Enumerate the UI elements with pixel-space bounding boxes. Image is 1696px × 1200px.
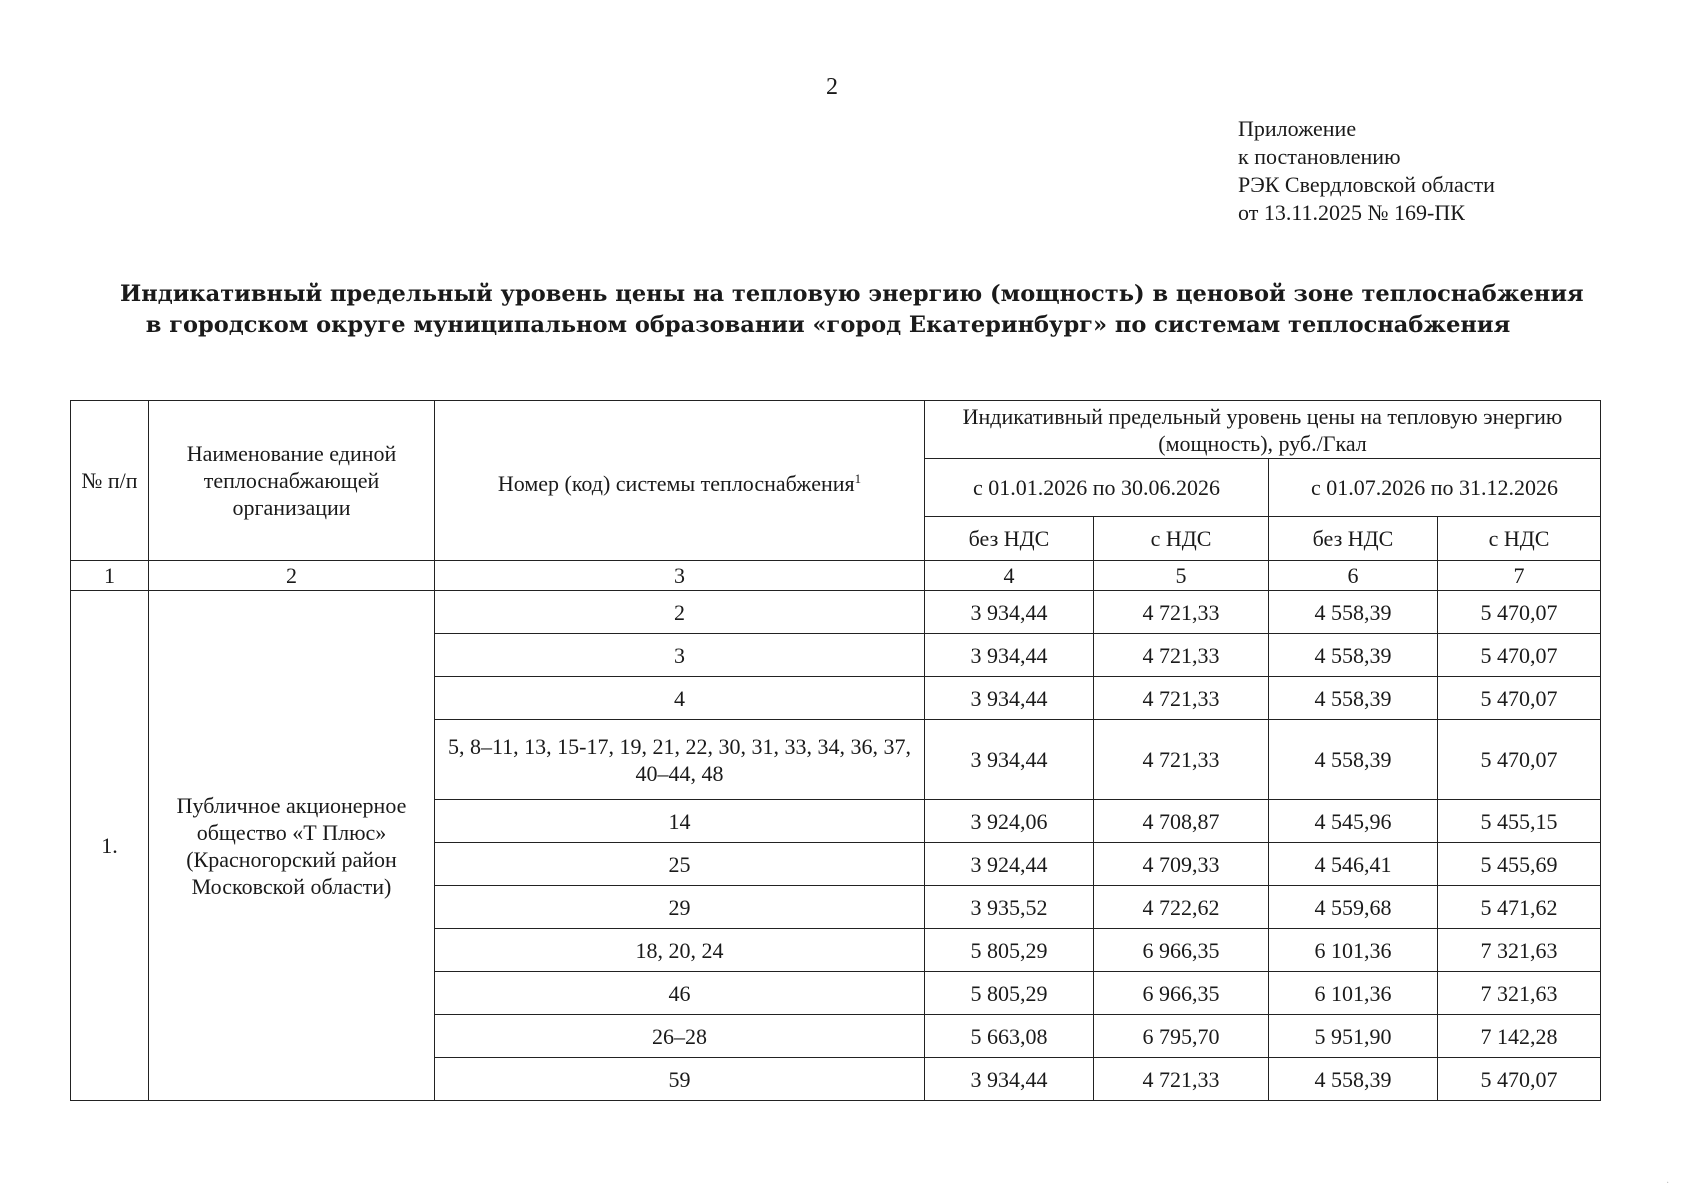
system-code: 3 — [435, 634, 925, 677]
price-cell: 3 934,44 — [925, 591, 1094, 634]
price-cell: 5 470,07 — [1438, 677, 1601, 720]
price-cell: 6 101,36 — [1269, 972, 1438, 1015]
price-cell: 5 663,08 — [925, 1015, 1094, 1058]
footnote-marker: 1 — [854, 470, 862, 486]
column-index: 7 — [1438, 561, 1601, 591]
column-index: 5 — [1094, 561, 1269, 591]
price-cell: 3 934,44 — [925, 720, 1094, 800]
system-code: 2 — [435, 591, 925, 634]
price-cell: 3 924,44 — [925, 843, 1094, 886]
price-cell: 4 558,39 — [1269, 634, 1438, 677]
column-index: 6 — [1269, 561, 1438, 591]
title-line: Индикативный предельный уровень цены на тепловую энергию (мощность) в ценовой зоне теплоснабжения — [120, 281, 1584, 307]
price-cell: 4 546,41 — [1269, 843, 1438, 886]
header-system-label: Номер (код) системы теплоснабжения — [497, 470, 855, 496]
price-cell: 5 470,07 — [1438, 720, 1601, 800]
system-code: 5, 8–11, 13, 15-17, 19, 21, 22, 30, 31, 33, 34, 36, 37, 40–44, 48 — [435, 720, 925, 800]
header-no-vat: без НДС — [1269, 517, 1438, 561]
document-title — [120, 279, 1584, 341]
header-period-1: с 01.01.2026 по 30.06.2026 — [925, 459, 1269, 517]
row-number: 1. — [71, 591, 149, 1101]
system-code: 46 — [435, 972, 925, 1015]
column-index: 2 — [149, 561, 435, 591]
price-cell: 4 721,33 — [1094, 1058, 1269, 1101]
price-cell: 4 558,39 — [1269, 720, 1438, 800]
price-cell: 4 559,68 — [1269, 886, 1438, 929]
system-code: 4 — [435, 677, 925, 720]
price-cell: 5 805,29 — [925, 972, 1094, 1015]
column-index: 3 — [435, 561, 925, 591]
title-line: в городском округе муниципальном образовании «город Екатеринбург» по системам теплоснабжения — [145, 312, 1511, 338]
header-org: Наименование единой теплоснабжающей организации — [149, 401, 435, 561]
column-index: 4 — [925, 561, 1094, 591]
table-row — [71, 591, 1601, 634]
price-cell: 4 709,33 — [1094, 843, 1269, 886]
price-cell: 3 934,44 — [925, 1058, 1094, 1101]
price-cell: 6 795,70 — [1094, 1015, 1269, 1058]
price-cell: 4 721,33 — [1094, 720, 1269, 800]
price-cell: 4 721,33 — [1094, 677, 1269, 720]
organization-name: Публичное акционерное общество «Т Плюс» (Красногорский район Московской области) — [149, 591, 435, 1101]
system-code: 29 — [435, 886, 925, 929]
header-price-group: Индикативный предельный уровень цены на тепловую энергию (мощность), руб./Гкал — [925, 401, 1601, 459]
header-with-vat: с НДС — [1438, 517, 1601, 561]
price-cell: 6 966,35 — [1094, 929, 1269, 972]
price-table — [70, 400, 1601, 1101]
appendix-block — [1238, 115, 1495, 227]
system-code: 26–28 — [435, 1015, 925, 1058]
header-with-vat: с НДС — [1094, 517, 1269, 561]
appendix-line: к постановлению — [1238, 144, 1401, 169]
system-code: 25 — [435, 843, 925, 886]
price-cell: 4 708,87 — [1094, 800, 1269, 843]
system-code: 59 — [435, 1058, 925, 1101]
price-cell: 4 721,33 — [1094, 634, 1269, 677]
price-cell: 5 455,69 — [1438, 843, 1601, 886]
price-cell: 5 471,62 — [1438, 886, 1601, 929]
price-cell: 3 934,44 — [925, 677, 1094, 720]
price-cell: 5 470,07 — [1438, 634, 1601, 677]
price-cell: 4 721,33 — [1094, 591, 1269, 634]
price-cell: 5 951,90 — [1269, 1015, 1438, 1058]
price-cell: 3 924,06 — [925, 800, 1094, 843]
price-cell: 5 805,29 — [925, 929, 1094, 972]
price-cell: 6 101,36 — [1269, 929, 1438, 972]
price-cell: 4 722,62 — [1094, 886, 1269, 929]
system-code: 18, 20, 24 — [435, 929, 925, 972]
page-number: 2 — [826, 74, 838, 100]
column-index: 1 — [71, 561, 149, 591]
header-system — [435, 401, 925, 561]
price-cell: 7 321,63 — [1438, 929, 1601, 972]
price-cell: 4 558,39 — [1269, 1058, 1438, 1101]
scan-speck: · — [1666, 1178, 1670, 1189]
header-num: № п/п — [71, 401, 149, 561]
appendix-line: Приложение — [1238, 116, 1357, 141]
price-cell: 5 470,07 — [1438, 591, 1601, 634]
header-period-2: с 01.07.2026 по 31.12.2026 — [1269, 459, 1601, 517]
appendix-line: от 13.11.2025 № 169-ПК — [1238, 200, 1465, 225]
header-no-vat: без НДС — [925, 517, 1094, 561]
appendix-line: РЭК Свердловской области — [1238, 172, 1495, 197]
price-cell: 4 545,96 — [1269, 800, 1438, 843]
price-cell: 7 321,63 — [1438, 972, 1601, 1015]
price-cell: 7 142,28 — [1438, 1015, 1601, 1058]
price-cell: 3 935,52 — [925, 886, 1094, 929]
price-cell: 5 470,07 — [1438, 1058, 1601, 1101]
price-cell: 5 455,15 — [1438, 800, 1601, 843]
system-code: 14 — [435, 800, 925, 843]
price-cell: 4 558,39 — [1269, 591, 1438, 634]
price-cell: 3 934,44 — [925, 634, 1094, 677]
price-cell: 6 966,35 — [1094, 972, 1269, 1015]
price-cell: 4 558,39 — [1269, 677, 1438, 720]
